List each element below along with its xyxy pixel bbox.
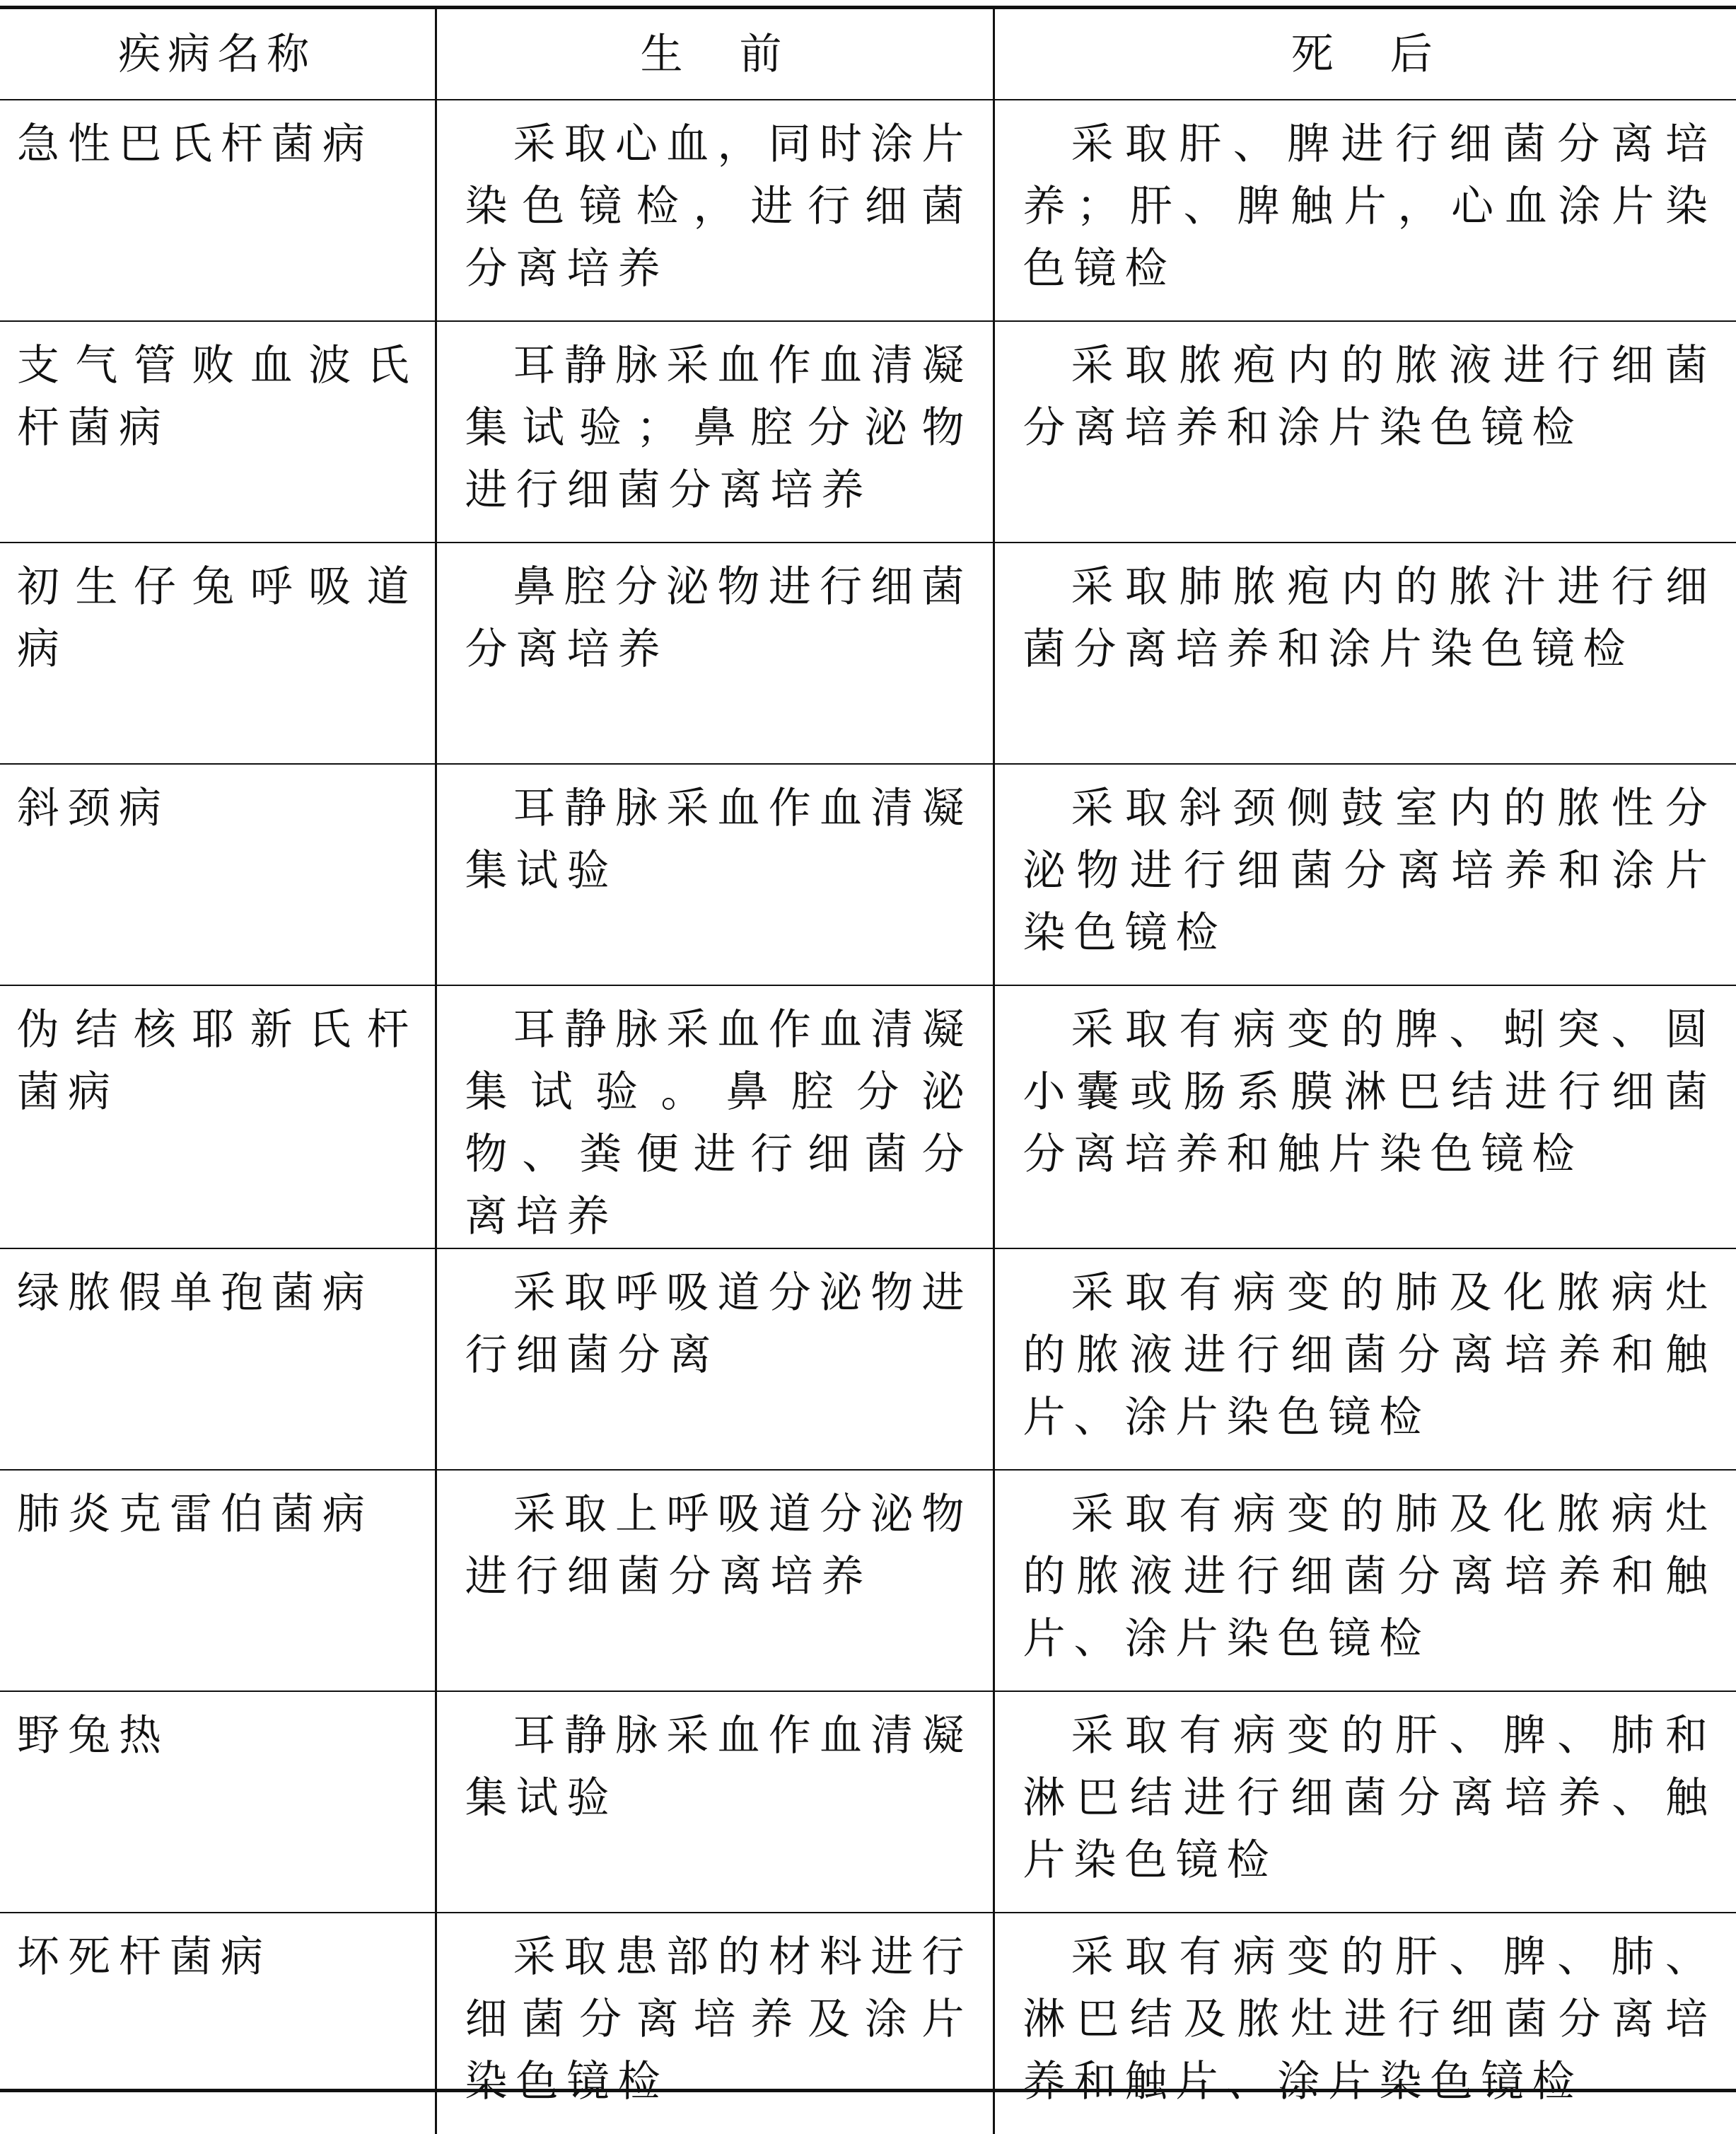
disease-name-cell: 初生仔兔呼吸道病 <box>0 543 436 764</box>
header-before-death: 生 前 <box>436 9 994 100</box>
after-death-cell: 采取肺脓疱内的脓汁进行细菌分离培养和涂片染色镜检 <box>994 543 1736 764</box>
header-disease-name: 疾病名称 <box>0 9 436 100</box>
table-row <box>0 1913 1736 2134</box>
table-header <box>0 9 1736 100</box>
table-row <box>0 1691 1736 1913</box>
before-death-cell: 鼻腔分泌物进行细菌分离培养 <box>436 543 994 764</box>
before-death-cell: 耳静脉采血作血清凝集试验。鼻腔分泌物、粪便进行细菌分离培养 <box>436 985 994 1248</box>
after-death-cell: 采取有病变的肺及化脓病灶的脓液进行细菌分离培养和触片、涂片染色镜检 <box>994 1248 1736 1470</box>
before-death-cell: 采取上呼吸道分泌物进行细菌分离培养 <box>436 1470 994 1691</box>
before-death-cell: 采取心血，同时涂片染色镜检，进行细菌分离培养 <box>436 100 994 321</box>
after-death-cell: 采取有病变的肝、脾、肺、淋巴结及脓灶进行细菌分离培养和触片、涂片染色镜检 <box>994 1913 1736 2134</box>
table-row <box>0 764 1736 985</box>
disease-name-cell: 肺炎克雷伯菌病 <box>0 1470 436 1691</box>
disease-name-cell: 斜颈病 <box>0 764 436 985</box>
table-row <box>0 100 1736 321</box>
disease-name-cell: 绿脓假单孢菌病 <box>0 1248 436 1470</box>
after-death-cell: 采取脓疱内的脓液进行细菌分离培养和涂片染色镜检 <box>994 321 1736 543</box>
before-death-cell: 采取呼吸道分泌物进行细菌分离 <box>436 1248 994 1470</box>
disease-name-cell: 伪结核耶新氏杆菌病 <box>0 985 436 1248</box>
table-row <box>0 985 1736 1248</box>
header-after-death: 死 后 <box>994 9 1736 100</box>
sampling-table-container <box>0 6 1736 2106</box>
before-death-cell: 耳静脉采血作血清凝集试验 <box>436 1691 994 1913</box>
header-row <box>0 9 1736 100</box>
disease-name-cell: 坏死杆菌病 <box>17 1932 272 1982</box>
after-death-cell: 采取斜颈侧鼓室内的脓性分泌物进行细菌分离培养和涂片染色镜检 <box>994 764 1736 985</box>
after-death-cell: 采取有病变的肺及化脓病灶的脓液进行细菌分离培养和触片、涂片染色镜检 <box>994 1470 1736 1691</box>
before-death-cell: 耳静脉采血作血清凝集试验；鼻腔分泌物进行细菌分离培养 <box>436 321 994 543</box>
table-row <box>0 321 1736 543</box>
table-body <box>0 100 1736 2134</box>
before-death-cell: 耳静脉采血作血清凝集试验 <box>436 764 994 985</box>
table-row <box>0 1470 1736 1691</box>
sampling-table <box>0 9 1736 2134</box>
table-row <box>0 1248 1736 1470</box>
before-death-cell: 采取患部的材料进行细菌分离培养及涂片染色镜检 <box>436 1913 994 2134</box>
disease-name-cell: 急性巴氏杆菌病 <box>0 100 436 321</box>
after-death-cell: 采取有病变的脾、蚓突、圆小囊或肠系膜淋巴结进行细菌分离培养和触片染色镜检 <box>994 985 1736 1248</box>
table-row <box>0 543 1736 764</box>
disease-name-cell: 支气管败血波氏杆菌病 <box>0 321 436 543</box>
after-death-cell: 采取有病变的肝、脾、肺和淋巴结进行细菌分离培养、触片染色镜检 <box>994 1691 1736 1913</box>
disease-name-cell: 野兔热 <box>0 1691 436 1913</box>
after-death-cell: 采取肝、脾进行细菌分离培养；肝、脾触片，心血涂片染色镜检 <box>994 100 1736 321</box>
